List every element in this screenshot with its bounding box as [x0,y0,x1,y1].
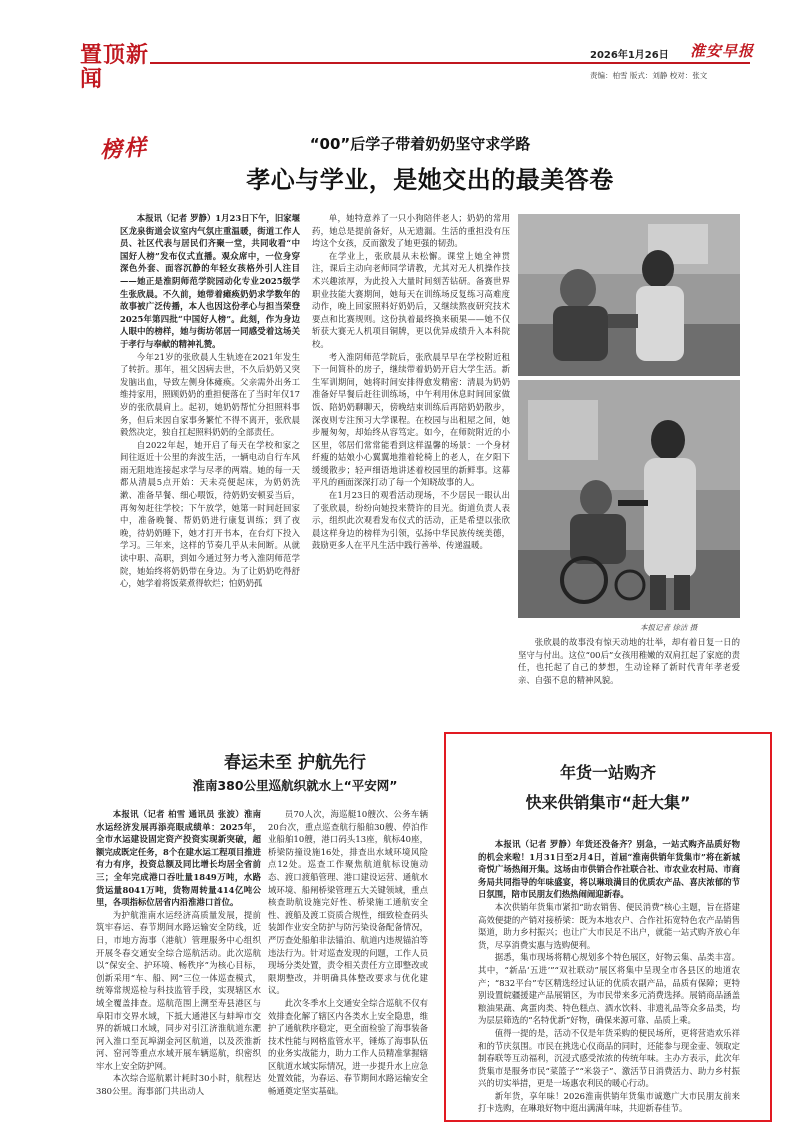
photo-girl-with-grandmother-indoors [518,214,740,376]
paragraph: 值得一提的是，活动不仅是年货采购的便民场所，更将营造欢乐祥和的节庆氛围。市民在挑选心仪商品的同时，还能参与现金壶、领取定制春联等互动福利，沉浸式感受浓浓的传统年味。主办方表示，此次年货集市是服务市民“菜篮子”“米袋子”、激活节日消费活力、助力乡村振兴的切实举措，更是一场惠农利民的暖心行动。 [478,1027,740,1089]
right-story-title-line-1: 年货一站购齐 [559,763,656,782]
paragraph: 今年21岁的张欣晨人生轨迹在2021年发生了转折。那年，祖父因病去世，不久后奶奶又突发脑出血，导致左侧身体瘫痪。父亲需外出务工维持家用，照顾奶奶的重担便落在了当时年仅17岁的张欣晨肩上。起初，她奶奶帮忙分担照料事务，但后来因自家事务繁忙不得不离开，张欣晨毅然决定，独自扛起照料奶奶的全部责任。 [120,351,300,438]
top-story-column-2 [312,212,510,692]
photo-credit: 本报记者 徐洁 摄 [640,623,698,632]
left-story-title: 春运未至 护航先行 [224,753,366,773]
right-story-body [478,838,740,1114]
left-story-column-1 [96,808,261,1138]
left-story-subtitle: 淮南380公里巡航织就水上“平安网” [192,778,398,793]
paragraph: 考入淮阴师范学院后，张欣晨早早在学校附近租下一间简朴的房子，继续带着奶奶开启大学生活。新生军训期间，她将时间安排得愈发精密：清晨为奶奶准备好早餐后赶往训练场，中午利用休息时间回家做饭、陪奶奶聊聊天，傍晚结束训练后再陪奶奶散步，深夜则专注预习大学课程。在校园与出租屋之间，她步履匆匆，却始终从容笃定。如今，在师院附近的小区里，邻居们常常能看到这样温馨的场景：一个身材纤瘦的姑娘小心翼翼地推着轮椅上的老人，在夕阳下缓缓散步；轻声细语地讲述着校园里的新鲜事。这幕平凡的画面深深打动了每一个知晓故事的人。 [312,351,510,488]
paragraph: 在学业上，张欣晨从未松懈。课堂上她全神贯注，课后主动向老师同学请教，尤其对无人机操作技术兴趣浓厚，为此投入大量时间刻苦钻研。备赛世界职业技能大赛期间，她每天在训练场反复练习高难度动作，晚上回家照料好奶奶后，又继续熬夜研究技术要点和比赛规则。这份执着最终换来硕果——她不仅斩获大赛无人机项目铜牌，更以优异成绩升入本科院校。 [312,250,510,349]
paragraph: 在1月23日的观看活动现场，不少居民一眼认出了张欣晨，纷纷向她投来赞许的目光。街道负责人表示，组织此次观看发布仪式的活动，正是希望以张欣晨这样身边的榜样为引领，弘扬中华民族传统美德，鼓励更多人在平凡生活中践行善举、传递温暖。 [312,490,510,551]
paragraph: 据悉，集市现场将精心规划多个特色展区，好物云集、品类丰富。其中，“新品‘五进’”“双社联动”展区将集中呈现全市各县区的地道农产；“832平台”专区精选经过认证的优质农副产品，品质有保障；更特别设置皖疆援建产品展销区，为市民带来多元消费选择。展销商品涵盖粮油果蔬、禽蛋肉类、特色糕点、酒水饮料、非遗礼品等众多品类，均为层层筛选的“名特优新”好物，确保来源可靠、品质上乘。 [478,952,740,1026]
paragraph: 新年货，享年味！2026淮南供销年货集市诚邀广大市民朋友前来打卡选购，在琳琅好物中逛出满满年味，共迎新春佳节。 [478,1090,740,1114]
paragraph: 本报讯（记者 柏雪 通讯员 张波）淮南水运经济发展再添亮眼成绩单：2025年，全市水运建设固定资产投资实现新突破，超额完成既定任务，8个在建水运工程项目推进有力有序，投资总额及同比增长均居全省前三；全年完成港口吞吐量1849万吨，水路货运量8041万吨，货物周转量414亿吨公里，各项指标位居省内沿淮港口首位。 [96,809,261,908]
paragraph: 本报讯（记者 罗静）年货还没备齐？别急，一站式购齐品质好物的机会来啦！1月31日至2月4日，首届“淮南供销年货集市”将在新城奇悦广场热闹开集。这场由市供销合作社联合社、市农业农村局、市商务局共同指导的年味盛宴，将以琳琅满目的优质农产品、喜庆浓郁的节日氛围，陪市民朋友们热热闹闹迎新春。 [478,839,740,900]
right-story-title-line-2: 快来供销集市“赶大集” [525,793,691,812]
paragraph: 此次冬季水上交通安全综合巡航不仅有效排查化解了辖区内各类水上安全隐患，维护了通航秩序稳定，更全面检验了海事装备技术性能与网格监管水平，锤炼了海事队伍的业务实战能力，助力工作人员精准掌握辖区航道水域实际情况，进一步提升水上应急处置效能，为春运、春节期间水路运输安全畅通奠定坚实基础。 [268,997,428,1097]
issue-date: 2026年1月26日 [590,50,669,61]
paragraph: 为护航淮南水运经济高质量发展，提前筑牢春运、春节期间水路运输安全防线，近日，市地方海事（港航）管理服务中心组织开展冬春交通安全综合巡航活动。此次巡航以“保安全、护环境、畅秩序”为核心目标，创新采用“车、船、网”三位一体巡查模式，统筹常规巡检与科技监管手段，实现辖区水域全覆盖排查。巡航范围上溯至寿县港区与阜阳市交界水域，下抵大通港区与蚌埠市交界的新城口水域，同步对引江济淮航道东淝河入淮口至瓦埠湖金河区航道，以及茨淮新河、窑河等重点水域开展车辆巡航，织密织牢水上安全防护网。 [96,909,261,1071]
header-rule [150,62,750,64]
top-story-column-3 [518,636,740,696]
paragraph: 张欣晨的故事没有惊天动地的壮举，却有着日复一日的坚守与付出。这位“00后”女孩用稚嫩的双肩扛起了家庭的责任，也托起了自己的梦想，生动诠释了新时代青年孝老爱亲、自强不息的精神风貌。 [518,637,740,685]
newspaper-logo: 淮安早报 [690,42,755,60]
section-name: 置顶新闻 [80,43,150,92]
top-story-headline: 孝心与学业，是她交出的最美答卷 [246,166,614,194]
paragraph: 自2022年起，她开启了每天在学校和家之间往返近十公里的奔波生活，一辆电动自行车风雨无阻地连接起求学与尽孝的两端。她的每一天都从清晨5点开始：天未亮便起床，为奶奶洗漱、准备早餐、细心喂饭，待奶奶安顿妥当后，再匆匆赶往学校；下午放学，她第一时间赶回家中，准备晚餐、帮奶奶进行康复训练；到了夜晚，待奶奶睡下，她才打开书本，在台灯下投入学习。三年来，这样的节奏几乎从未间断。从就读中职、高职，到如今通过努力考入淮阴师范学院，她始终将奶奶带在身边。为了让奶奶吃得舒心，她学着将饭菜煮得软烂；怕奶奶孤 [120,439,300,589]
editor-credits: 责编：柏雪 版式：刘静 校对：张文 [590,71,708,80]
paragraph: 本报讯（记者 罗静）1月23日下午，旧家堰区龙泉街道会议室内气氛庄重温暖，街道工作人员、社区代表与居民们齐聚一堂，共同收看“中国好人榜”发布仪式直播。观众席中，一位身穿深色外套、面容沉静的年轻女孩格外引人注目——她正是淮阴师范学院园动化专业2025级学生张欣晨。不久前，她带着瘫痪奶奶求学数年的故事被广泛传播，本人也因这份孝心与担当荣登2025年第四批“中国好人榜”。此刻，作为身边人眼中的榜样，她与街坊邻居一同感受着这场关于孝行与奉献的精神礼赞。 [120,213,300,349]
top-story-column-1 [120,212,300,692]
paragraph: 本次供销年货集市紧扣“助农销售、便民消费”核心主题，旨在搭建高效便捷的产销对接桥梁：既为本地农户、合作社拓宽特色农产品销售渠道，助力乡村振兴；也让广大市民足不出户，就能一站式购齐放心年货，尽享消费实惠与选购便利。 [478,901,740,950]
top-story-kicker: “00”后学子带着奶奶坚守求学路 [309,135,531,153]
photo-girl-pushing-wheelchair [518,380,740,618]
paragraph: 本次综合巡航累计耗时30小时，航程达380公里。海事部门共出动人 [96,1073,261,1097]
column-stamp: 榜样 [99,134,149,164]
paragraph: 单，她特意养了一只小狗陪伴老人；奶奶的常用药，她总是提前备好，从无遗漏。生活的重担没有压垮这个女孩，反而激发了她更强的韧劲。 [312,213,510,249]
left-story-column-2 [268,808,428,1138]
paragraph: 员70人次，海巡艇10艘次、公务车辆20台次，重点巡查航行船舶30艘、停泊作业船舶10艘，港口码头13座，航标40座，桥梁防撞设施16处，排查出水域环境风险点12处。巡查工作聚焦航道航标设施动态、渡口渡船管理、港口建设运营、通航水域环境、船闸桥梁管理五大关键领域，重点核查助航设施完好性、桥梁施工通航安全性、渡船及渡工资质合规性，细致检查码头装卸作业安全防护与防污染设备配备情况，严厉查处船舶非法锚泊、航道内违规锚泊等违法行为。针对巡查发现的问题，工作人员现场分类处置，责令相关责任方立即整改或限期整改，并明确具体整改要求与优化建议。 [268,809,428,996]
